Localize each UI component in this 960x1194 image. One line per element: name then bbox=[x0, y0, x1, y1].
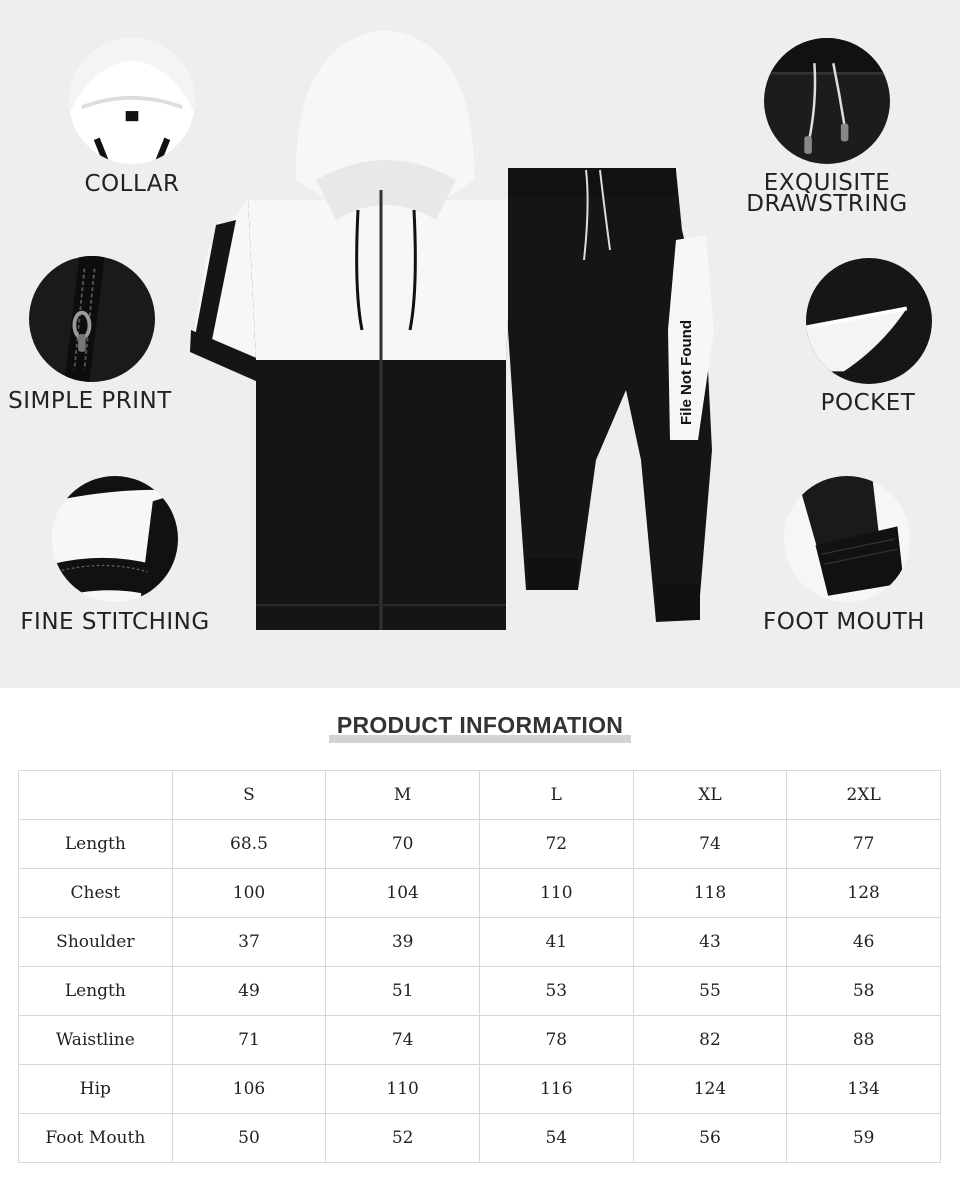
table-cell: 116 bbox=[479, 1065, 633, 1114]
row-label: Shoulder bbox=[19, 918, 173, 967]
table-cell: 70 bbox=[326, 820, 480, 869]
table-cell: 110 bbox=[479, 869, 633, 918]
simple-print-label: SIMPLE PRINT bbox=[8, 388, 172, 414]
table-cell: 58 bbox=[787, 967, 941, 1016]
pants bbox=[508, 168, 714, 622]
table-cell: 43 bbox=[633, 918, 787, 967]
table-row bbox=[19, 1114, 941, 1163]
table-cell: 71 bbox=[172, 1016, 326, 1065]
table-cell: 74 bbox=[326, 1016, 480, 1065]
product-information-title: PRODUCT INFORMATION bbox=[333, 712, 627, 739]
drawstring-label-line2: DRAWSTRING bbox=[746, 191, 908, 217]
table-cell: 37 bbox=[172, 918, 326, 967]
row-label: Length bbox=[19, 967, 173, 1016]
size-header-cell: XL bbox=[633, 771, 787, 820]
table-cell: 110 bbox=[326, 1065, 480, 1114]
table-row bbox=[19, 1016, 941, 1065]
table-cell: 56 bbox=[633, 1114, 787, 1163]
size-header-cell: S bbox=[172, 771, 326, 820]
table-cell: 118 bbox=[633, 869, 787, 918]
table-row bbox=[19, 1065, 941, 1114]
foot-mouth-label: FOOT MOUTH bbox=[763, 609, 925, 635]
collar-label: COLLAR bbox=[84, 171, 180, 197]
table-row bbox=[19, 967, 941, 1016]
table-cell: 41 bbox=[479, 918, 633, 967]
table-cell: 49 bbox=[172, 967, 326, 1016]
table-cell: 78 bbox=[479, 1016, 633, 1065]
table-cell: 106 bbox=[172, 1065, 326, 1114]
table-cell: 74 bbox=[633, 820, 787, 869]
table-cell: 124 bbox=[633, 1065, 787, 1114]
table-cell: 50 bbox=[172, 1114, 326, 1163]
row-label: Length bbox=[19, 820, 173, 869]
table-cell: 128 bbox=[787, 869, 941, 918]
collar-detail-image bbox=[69, 38, 195, 164]
fine-stitching-detail-image bbox=[52, 476, 178, 602]
pants-print-text: File Not Found bbox=[678, 320, 695, 425]
table-cell: 88 bbox=[787, 1016, 941, 1065]
table-cell: 68.5 bbox=[172, 820, 326, 869]
foot-mouth-detail-image bbox=[784, 476, 910, 602]
size-chart-table bbox=[18, 770, 941, 1163]
table-cell: 52 bbox=[326, 1114, 480, 1163]
table-cell: 39 bbox=[326, 918, 480, 967]
row-label: Foot Mouth bbox=[19, 1114, 173, 1163]
row-label: Hip bbox=[19, 1065, 173, 1114]
table-row bbox=[19, 820, 941, 869]
table-cell: 53 bbox=[479, 967, 633, 1016]
size-header-cell bbox=[19, 771, 173, 820]
table-cell: 134 bbox=[787, 1065, 941, 1114]
table-cell: 100 bbox=[172, 869, 326, 918]
fine-stitching-label: FINE STITCHING bbox=[20, 609, 210, 635]
table-cell: 46 bbox=[787, 918, 941, 967]
table-cell: 77 bbox=[787, 820, 941, 869]
table-row bbox=[19, 869, 941, 918]
table-cell: 51 bbox=[326, 967, 480, 1016]
drawstring-label-line1: EXQUISITE bbox=[763, 170, 891, 196]
table-row bbox=[19, 918, 941, 967]
row-label: Chest bbox=[19, 869, 173, 918]
pocket-label: POCKET bbox=[820, 390, 916, 416]
tracksuit-image bbox=[186, 30, 746, 634]
table-cell: 54 bbox=[479, 1114, 633, 1163]
size-header-cell: M bbox=[326, 771, 480, 820]
table-cell: 72 bbox=[479, 820, 633, 869]
size-header-cell: L bbox=[479, 771, 633, 820]
table-cell: 104 bbox=[326, 869, 480, 918]
pocket-detail-image bbox=[806, 258, 932, 384]
table-cell: 55 bbox=[633, 967, 787, 1016]
simple-print-detail-image bbox=[29, 256, 155, 382]
size-header-cell: 2XL bbox=[787, 771, 941, 820]
row-label: Waistline bbox=[19, 1016, 173, 1065]
size-header-row bbox=[19, 771, 941, 820]
drawstring-detail-image bbox=[764, 38, 890, 164]
table-cell: 82 bbox=[633, 1016, 787, 1065]
table-cell: 59 bbox=[787, 1114, 941, 1163]
product-information-section bbox=[0, 688, 960, 1194]
